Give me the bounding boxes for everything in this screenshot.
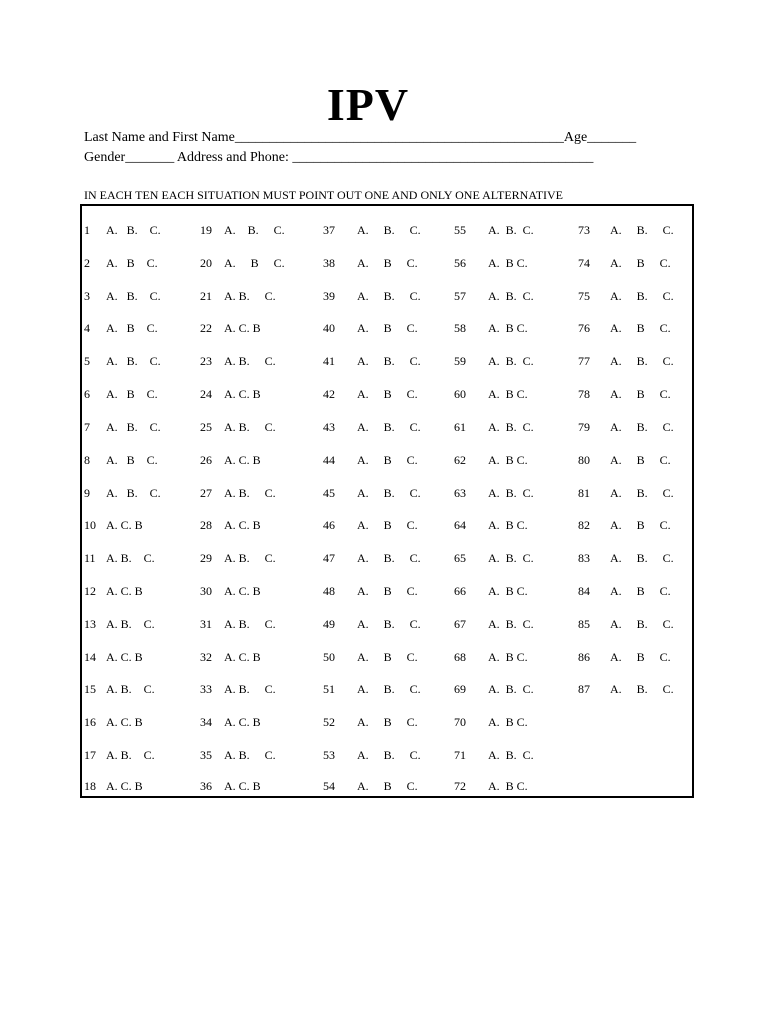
answer-options[interactable]: A. B C. <box>610 518 671 532</box>
answer-options[interactable]: A. B. C. <box>224 617 276 631</box>
answer-options[interactable]: A. B C. <box>610 453 671 467</box>
answer-options[interactable]: A. B C. <box>357 256 418 270</box>
page-title: IPV <box>326 79 410 130</box>
question-number: 40 <box>323 321 335 335</box>
answer-options[interactable]: A. B. C. <box>488 551 534 565</box>
answer-options[interactable]: A. B C. <box>610 256 671 270</box>
answer-options[interactable]: A. C. B <box>106 518 143 532</box>
question-number: 10 <box>84 518 96 532</box>
answer-row <box>84 584 688 604</box>
answer-options[interactable]: A. C. B <box>224 584 261 598</box>
answer-row <box>84 354 688 374</box>
question-number: 87 <box>578 682 590 696</box>
answer-row <box>84 682 688 702</box>
question-number: 16 <box>84 715 96 729</box>
question-number: 58 <box>454 321 466 335</box>
gender-address-line: Gender_______ Address and Phone: ___________________________________________ <box>84 150 594 165</box>
answer-row <box>84 486 688 506</box>
answer-row <box>84 321 688 341</box>
answer-options[interactable]: A. B. C. <box>610 486 674 500</box>
answer-row <box>84 779 688 799</box>
question-number: 34 <box>200 715 212 729</box>
question-number: 24 <box>200 387 212 401</box>
answer-options[interactable]: A. C. B <box>224 779 261 793</box>
answer-row <box>84 551 688 571</box>
answer-options[interactable]: A. C. B <box>106 715 143 729</box>
answer-options[interactable]: A. B. C. <box>357 223 421 237</box>
question-number: 36 <box>200 779 212 793</box>
question-number: 25 <box>200 420 212 434</box>
answer-options[interactable]: A. C. B <box>224 715 261 729</box>
question-number: 42 <box>323 387 335 401</box>
question-number: 3 <box>84 289 90 303</box>
question-number: 47 <box>323 551 335 565</box>
answer-options[interactable]: A. C. B <box>224 518 261 532</box>
answer-row <box>84 518 688 538</box>
question-number: 81 <box>578 486 590 500</box>
answer-options[interactable]: A. B C. <box>106 453 158 467</box>
answer-options[interactable]: A. C. B <box>224 321 261 335</box>
question-number: 65 <box>454 551 466 565</box>
question-number: 32 <box>200 650 212 664</box>
answer-options[interactable]: A. B. C. <box>106 289 161 303</box>
question-number: 82 <box>578 518 590 532</box>
answer-options[interactable]: A. C. B <box>224 387 261 401</box>
question-number: 37 <box>323 223 335 237</box>
answer-options[interactable]: A. B. C. <box>224 682 276 696</box>
answer-options[interactable]: A. B. C. <box>106 748 155 762</box>
question-number: 28 <box>200 518 212 532</box>
question-number: 53 <box>323 748 335 762</box>
answer-options[interactable]: A. B. C. <box>357 289 421 303</box>
answer-row <box>84 420 688 440</box>
question-number: 20 <box>200 256 212 270</box>
question-number: 86 <box>578 650 590 664</box>
answer-options[interactable]: A. B C. <box>488 779 528 793</box>
question-number: 31 <box>200 617 212 631</box>
question-number: 43 <box>323 420 335 434</box>
answer-options[interactable]: A. B C. <box>488 256 528 270</box>
answer-row <box>84 387 688 407</box>
answer-options[interactable]: A. B. C. <box>357 551 421 565</box>
answer-options[interactable]: A. B. C. <box>224 289 276 303</box>
question-number: 75 <box>578 289 590 303</box>
answer-options[interactable]: A. B. C. <box>106 486 161 500</box>
question-number: 13 <box>84 617 96 631</box>
answer-options[interactable]: A. B. C. <box>224 354 276 368</box>
answer-options[interactable]: A. B. C. <box>488 289 534 303</box>
question-number: 2 <box>84 256 90 270</box>
question-number: 80 <box>578 453 590 467</box>
question-number: 6 <box>84 387 90 401</box>
question-number: 50 <box>323 650 335 664</box>
answer-row <box>84 715 688 735</box>
question-number: 56 <box>454 256 466 270</box>
question-number: 1 <box>84 223 90 237</box>
answer-options[interactable]: A. B. C. <box>357 486 421 500</box>
answer-options[interactable]: A. B. C. <box>488 223 534 237</box>
answer-options[interactable]: A. B. C. <box>488 486 534 500</box>
question-number: 55 <box>454 223 466 237</box>
answer-options[interactable]: A. B. C. <box>106 223 161 237</box>
question-number: 57 <box>454 289 466 303</box>
answer-options[interactable]: A. B C. <box>610 650 671 664</box>
answer-options[interactable]: A. C. B <box>106 779 143 793</box>
question-number: 71 <box>454 748 466 762</box>
answer-options[interactable]: A. B C. <box>106 387 158 401</box>
answer-options[interactable]: A. B C. <box>357 650 418 664</box>
question-number: 38 <box>323 256 335 270</box>
question-number: 45 <box>323 486 335 500</box>
answer-options[interactable]: A. B. C. <box>488 617 534 631</box>
answer-options[interactable]: A. B C. <box>106 321 158 335</box>
answer-options[interactable]: A. B C. <box>106 256 158 270</box>
question-number: 41 <box>323 354 335 368</box>
answer-row <box>84 748 688 768</box>
question-number: 35 <box>200 748 212 762</box>
answer-options[interactable]: A. B C. <box>357 584 418 598</box>
question-number: 29 <box>200 551 212 565</box>
question-number: 44 <box>323 453 335 467</box>
question-number: 22 <box>200 321 212 335</box>
question-number: 59 <box>454 354 466 368</box>
question-number: 7 <box>84 420 90 434</box>
answer-options[interactable]: A. B. C. <box>224 486 276 500</box>
answer-options[interactable]: A. B C. <box>357 518 418 532</box>
answer-options[interactable]: A. B. C. <box>357 354 421 368</box>
answer-options[interactable]: A. B C. <box>357 321 418 335</box>
answer-options[interactable]: A. B C. <box>488 715 528 729</box>
answer-options[interactable]: A. B. C. <box>357 420 421 434</box>
answer-options[interactable]: A. B. C. <box>357 748 421 762</box>
answer-options[interactable]: A. B. C. <box>488 748 534 762</box>
answer-options[interactable]: A. B. C. <box>610 551 674 565</box>
question-number: 66 <box>454 584 466 598</box>
question-number: 52 <box>323 715 335 729</box>
answer-row <box>84 453 688 473</box>
question-number: 78 <box>578 387 590 401</box>
answer-options[interactable]: A. C. B <box>224 453 261 467</box>
answer-options[interactable]: A. B. C. <box>610 354 674 368</box>
answer-row <box>84 617 688 637</box>
answer-options[interactable]: A. B. C. <box>610 617 674 631</box>
question-number: 63 <box>454 486 466 500</box>
question-number: 68 <box>454 650 466 664</box>
answer-options[interactable]: A. B C. <box>357 453 418 467</box>
question-number: 33 <box>200 682 212 696</box>
question-number: 83 <box>578 551 590 565</box>
answer-options[interactable]: A. B. C. <box>106 420 161 434</box>
answer-row <box>84 650 688 670</box>
answer-options[interactable]: A. B. C. <box>106 617 155 631</box>
answer-options[interactable]: A. B. C. <box>488 682 534 696</box>
question-number: 74 <box>578 256 590 270</box>
question-number: 69 <box>454 682 466 696</box>
question-number: 9 <box>84 486 90 500</box>
answer-options[interactable]: A. B. C. <box>610 223 674 237</box>
question-number: 77 <box>578 354 590 368</box>
question-number: 26 <box>200 453 212 467</box>
name-age-line: Last Name and First Name_______________________________________________Age_______ <box>84 130 637 145</box>
answer-row <box>84 256 688 276</box>
question-number: 67 <box>454 617 466 631</box>
answer-options[interactable]: A. B. C. <box>224 420 276 434</box>
question-number: 39 <box>323 289 335 303</box>
answer-options[interactable]: A. B. C. <box>488 420 534 434</box>
answer-options[interactable]: A. B C. <box>488 387 528 401</box>
answer-options[interactable]: A. B. C. <box>106 354 161 368</box>
question-number: 19 <box>200 223 212 237</box>
question-number: 70 <box>454 715 466 729</box>
question-number: 23 <box>200 354 212 368</box>
question-number: 46 <box>323 518 335 532</box>
answer-options[interactable]: A. B. C. <box>610 682 674 696</box>
question-number: 15 <box>84 682 96 696</box>
answer-row <box>84 289 688 309</box>
question-number: 72 <box>454 779 466 793</box>
question-number: 61 <box>454 420 466 434</box>
question-number: 18 <box>84 779 96 793</box>
answer-options[interactable]: A. B. C. <box>106 682 155 696</box>
answer-options[interactable]: A. B. C. <box>224 551 276 565</box>
answer-options[interactable]: A. B. C. <box>357 617 421 631</box>
question-number: 51 <box>323 682 335 696</box>
question-number: 64 <box>454 518 466 532</box>
question-number: 14 <box>84 650 96 664</box>
question-number: 12 <box>84 584 96 598</box>
question-number: 27 <box>200 486 212 500</box>
answer-options[interactable]: A. C. B <box>224 650 261 664</box>
answer-options[interactable]: A. C. B <box>106 584 143 598</box>
answer-options[interactable]: A. B C. <box>224 256 285 270</box>
answer-options[interactable]: A. B C. <box>488 321 528 335</box>
question-number: 79 <box>578 420 590 434</box>
question-number: 85 <box>578 617 590 631</box>
answer-options[interactable]: A. B C. <box>610 584 671 598</box>
answer-options[interactable]: A. B. C. <box>357 682 421 696</box>
question-number: 21 <box>200 289 212 303</box>
answer-options[interactable]: A. B C. <box>488 650 528 664</box>
answer-options[interactable]: A. B C. <box>488 518 528 532</box>
answer-options[interactable]: A. B. C. <box>610 289 674 303</box>
question-number: 4 <box>84 321 90 335</box>
question-number: 17 <box>84 748 96 762</box>
question-number: 73 <box>578 223 590 237</box>
answer-options[interactable]: A. B C. <box>357 387 418 401</box>
question-number: 5 <box>84 354 90 368</box>
answer-options[interactable]: A. C. B <box>106 650 143 664</box>
instruction-text: IN EACH TEN EACH SITUATION MUST POINT OUT ONE AND ONLY ONE ALTERNATIVE <box>84 188 564 202</box>
answer-options[interactable]: A. B C. <box>357 779 418 793</box>
question-number: 48 <box>323 584 335 598</box>
question-number: 54 <box>323 779 335 793</box>
answer-options[interactable]: A. B. C. <box>224 748 276 762</box>
answer-options[interactable]: A. B C. <box>610 321 671 335</box>
question-number: 60 <box>454 387 466 401</box>
question-number: 62 <box>454 453 466 467</box>
question-number: 84 <box>578 584 590 598</box>
answer-options[interactable]: A. B. C. <box>106 551 155 565</box>
question-number: 49 <box>323 617 335 631</box>
answer-options[interactable]: A. B C. <box>488 584 528 598</box>
question-number: 76 <box>578 321 590 335</box>
answer-options[interactable]: A. B C. <box>488 453 528 467</box>
answer-options[interactable]: A. B C. <box>610 387 671 401</box>
question-number: 8 <box>84 453 90 467</box>
answer-row <box>84 223 688 243</box>
question-number: 11 <box>84 551 96 565</box>
answer-options[interactable]: A. B. C. <box>488 354 534 368</box>
question-number: 30 <box>200 584 212 598</box>
answer-options[interactable]: A. B. C. <box>224 223 285 237</box>
answer-options[interactable]: A. B. C. <box>610 420 674 434</box>
answer-options[interactable]: A. B C. <box>357 715 418 729</box>
